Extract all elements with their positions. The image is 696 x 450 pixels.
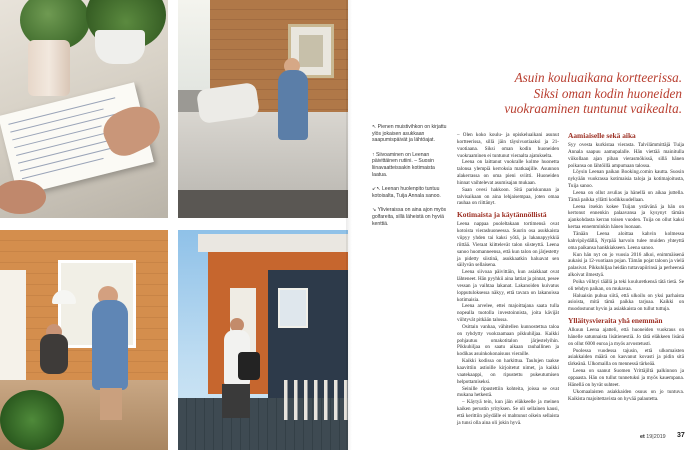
- golf-bag-shape: [238, 352, 260, 380]
- body-paragraph: Saan ovesi hakkoon. Sitä pariskunnan ja talvisaikaan on aina lehjaisempaa, joten omaa rauhaa on riittänyt.: [457, 186, 559, 207]
- body-paragraph: Leena siivoaa päivittäin, kun asiakkaat ovat lähteneet. Hän pyyhkii aina lattiat ja pinnat, pesee vessan ja vaihtaa lakanat. Lakanoiden kuivatus lopputuloksessa näkyy, että tavara on lakanoissa kotimaisia.: [457, 269, 559, 303]
- photo-cottage: [178, 230, 348, 450]
- body-paragraph: Tänään Leena aloittaa kahvin kolmessa kahvipöydällä, Nyrpää harvoin tulee muiden yhteyttä oma paikansa hankkiakseen. Leena sanoo.: [568, 230, 684, 251]
- photo-bedroom: [178, 0, 348, 218]
- body-paragraph: Leena on ollut avulias ja hänellä on aikaa juttella. Tämä paikka yllätti kodikkuudellaan.: [568, 189, 684, 203]
- railing-shape: [284, 380, 348, 420]
- photo-notebook: [0, 0, 168, 218]
- person-body: [40, 334, 68, 374]
- caption: ↖ Pienen muistivihkon on kirjattu ylös jokaisen asukkaan saapumispäivät ja lähtöajat.: [372, 124, 447, 144]
- body-paragraph: Puolessa vuodessa tajusin, että ulkomaisten asiakkaiden määrä on kasvanut kovasti ja pidin sitä tärkeänä. Ulkomailla on mennessä tärkeää.: [568, 347, 684, 368]
- vase-shape: [28, 40, 70, 96]
- issue-number: 19|2019: [646, 434, 666, 440]
- body-paragraph: Haluaisin puhua siitä, että ulkoilu on yksi parhaista asioista, mitä tämä paikka tarjoaa. Kaikki on muodostunut hyvin ja asiakkaista on tullut tuttuja.: [568, 292, 684, 313]
- body-paragraph: Poika viihtyi täällä ja teki kouluretkensä tätä tietä. Se oli tehdyn paikan, on mukavaa.: [568, 278, 684, 292]
- body-paragraph: Alkuun Leena ajatteli, että huoneiden vuokraus on hänelle satunnaista lisätienestiä. Jo tätä eläkkeen lisänä on ollut 6000 euroa ja myös arvostetusti.: [568, 327, 684, 347]
- magazine-name: et: [640, 434, 645, 440]
- bed-shape: [178, 112, 348, 192]
- roof-shape: [198, 234, 348, 252]
- body-paragraph: Kun hän nyt on jo vuosia 2016 alkoi, enimmäisenä aukaisi ja 12-vuotiaan pojan. Tämän pojat taloon ja vielä palasivat. Pikkuhiljaa heidän tuttavapiirinsä ja perheensä alkoivat ilmestyä.: [568, 251, 684, 279]
- body-paragraph: Leena arvelee, ettei majoittajana saata tulla nopealla tuotolla investoinnista, joita kävijät viihtyvät pitkään talossa.: [457, 303, 559, 324]
- headline-line: Siksi oman kodin huoneiden: [533, 85, 682, 101]
- body-paragraph: Osittain vanhaa, vähitellen kunnostettua taloa on ryhdytty vuokraamaan pikkuhiljaa. Kaikki pohjautuu omakotitalon järjestelyihin. Pikkuhiljaa on saatu aikaan rauhallinen ja kodikas asuinkokonaisuus vieraille.: [457, 323, 559, 358]
- body-paragraph: Leena on laittanut vuokralle kolme huonetta talonsa ylempiä kerroksia matkaajille. Asunnon alakerrassa on oma pieni sviitti. Huoneiden hinnat vaihtelevat asumisajan mukaan.: [457, 159, 559, 186]
- body-paragraph: Ukomaalaisten asiakkaiden osuus on jo tuntuva. Kaikista majoitettavista on hyvää palautetta.: [568, 388, 684, 402]
- body-paragraph: Leena itsekin kokee Tuijan ystävänä ja hän on kertonut ennenkin palaavansa ja kysynyt tämän ajankohdasta kerran toisen vuoden. Tuija on ollut kaksi kertaa ennemminkin hänen luonaan.: [568, 203, 684, 231]
- body-paragraph: – Olen koko koulu- ja opiskeluaikani asunut kortteerissa, sillä jäin täysivuotiaaksi ja 21-vuotiaana. Siksi oman kodin huoneiden vuokraaminen ei tuntunut vieraalta ajatukselta.: [457, 132, 559, 159]
- person-legs: [222, 384, 250, 418]
- body-paragraph: Leena nappaa puoleltakaan tortimensä ovat kotoista vierashuoneessa. Suurin osa asukkaista viipyy yhden tai kaksi yötä, ja lakanapyykkiä riittää. Vieraat kiittelevät talon siisteyttä. Leena sanoo huomanneensa, että kun talon on järjestetty ja pidetty siistinä, asukkaatkin haluavat sen säilyvän sellaisena.: [457, 221, 559, 269]
- caption: ↙↖ Leenan huolenpito tuntuu kotoisalta, Tuija Annala sanoo.: [372, 186, 441, 199]
- pot-shape: [95, 30, 145, 64]
- person-legs: [100, 388, 122, 420]
- page-number: 37: [677, 432, 685, 439]
- caption: ↑ Siivoaminen on Leenan päivittäinen rutiini. – Suosin liinavaatteissakin kotimaista laatua.: [372, 151, 435, 178]
- headline-line: vuokraaminen tuntunut vaikealta.: [504, 101, 682, 116]
- body-paragraph: Löysin Leenan paikan Booking.comin kautta. Suosin nykyään vuokrassa kotimaisia taloja ja kotimajoitusta, Tuija sanoo.: [568, 169, 684, 190]
- photo-living-room: [0, 230, 168, 450]
- body-paragraph: Leena on saanut Suomen Yrittäjiltä palkinnon ja oppaasta. Hän on tullut tunnetuksi ja myös kauempana. Hänellä on hyvät suhteet.: [568, 368, 684, 388]
- page-footer: [640, 434, 666, 440]
- body-paragraph: Seinille ripustettiin kohteita, joissa se ovat mukana hetkestä.: [457, 385, 559, 399]
- shelf-shape: [0, 270, 26, 380]
- person-body: [278, 70, 308, 140]
- window-shape: [278, 288, 308, 328]
- hand-shape: [0, 180, 46, 214]
- text-column-2: [568, 128, 684, 402]
- body-paragraph: Kaikki kodissa on harkittua. Taulujen taakse kaavittiin astioille kirjoitetut nimet, ja kaikki vaatekaappi, on ripustettu pukeutumisen helpottamiseksi.: [457, 358, 559, 385]
- subheading: Aamiaiselle sekä aika: [568, 131, 636, 140]
- pull-quote-headline: [390, 70, 682, 117]
- body-paragraph: – Käytyä tein, kun jäin eläkkeelle ja meinen kaiken perustin yrityksen. Se oli sellainen kausi, että kerittiin pöydälle ei mahtunut oikein sellaista ja tunsi olla aina oli jokin hyvä.: [457, 399, 559, 426]
- headline-line: Asuin kouluaikana kortteerissa.: [514, 70, 682, 85]
- plant-shape: [0, 390, 64, 450]
- page-gutter: [346, 0, 352, 450]
- text-column-1: [457, 132, 559, 427]
- subheading: Ylläitysvieraita yhä enemmän: [568, 316, 663, 326]
- body-paragraph: Syy ovesta kurkistaa vierasta. Talvilämmittäjä Tuija Annala saapuu aamupalalle. Hän viettää mainitulla viikollaan ajan pihan vierasmökissä, sillä hänen poikansa on lähtöillä ampumaan talossa.: [568, 142, 684, 169]
- person-body: [92, 300, 128, 390]
- photo-captions: [372, 124, 450, 235]
- subheading: Kotimaista ja käytännöllistä: [457, 210, 547, 220]
- caption: ↘ Ylivieraissa on aina ajon myös golfareita, sillä läheistä on hyviä kenttiä.: [372, 207, 447, 227]
- floor-shape: [178, 190, 348, 218]
